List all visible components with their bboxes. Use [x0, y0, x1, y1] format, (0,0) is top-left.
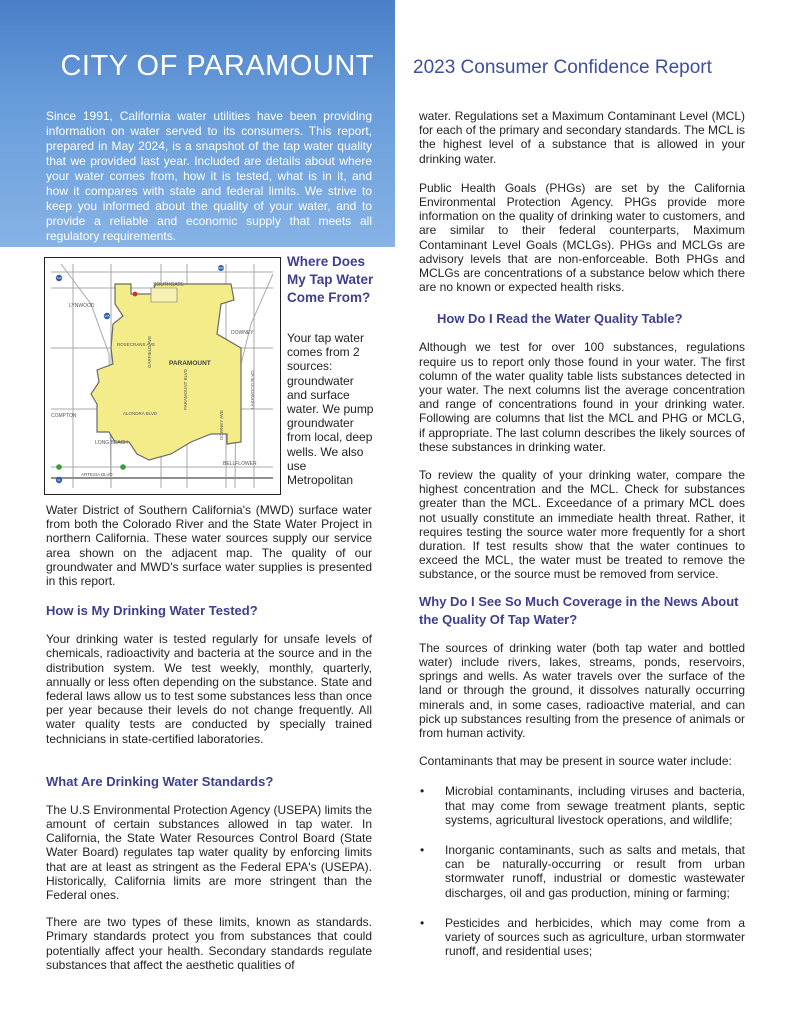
map-label-artesia: ARTESIA BLVD: [81, 472, 113, 477]
map-label-southgate: SOUTHGATE: [153, 282, 184, 288]
coverage-heading: Why Do I See So Much Coverage in the News About the Quality Of Tap Water?: [419, 593, 739, 627]
i710-label: 710: [56, 276, 62, 280]
map-label-garfield: GARFIELD AVE: [147, 335, 152, 368]
map-label-bellflower: BELLFLOWER: [223, 461, 257, 467]
highway-marker-icon: [120, 464, 126, 470]
map-label-paramount: PARAMOUNT: [169, 360, 211, 367]
standards-p4: Public Health Goals (PHGs) are set by the California Environmental Protection Agency. PHGs provide more information on the quality of drinking water to customers, and are similar to their federal counterparts, Maximum Contaminant Level Goals (MCLGs). PHGs and MCLGs are advisory levels that are non-enforceable. Both PHGs and MCLGs are concentrations of a substance below which there are no known or expected health risks.: [419, 180, 745, 295]
coverage-p1: The sources of drinking water (both tap water and bottled water) include rivers, lakes, streams, ponds, reservoirs, springs and wells. As water travels over the surface of the land or through the ground, it dissolves naturally occurring minerals and, in some cases, radioactive material, and can pick up substances resulting from the presence of animals or from human activity.: [419, 640, 745, 740]
tested-text: Your drinking water is tested regularly for unsafe levels of chemicals, radioactivity and bacteria at the source and in the distribution system. We test weekly, monthly, quarterly, annually or less often depending on the substance. State and federal laws allow us to test some substances less than once per year because their levels do not change frequently. All water quality tests are conducted by specially trained technicians in state-certified laboratories.: [46, 632, 372, 746]
read-table-heading: How Do I Read the Water Quality Table?: [437, 311, 683, 327]
where-continued: Water District of Southern California's (MWD) surface water from both the Colorado River and the State Water Project in northern California. These water sources supply our service area shown on the adjacent map. The quality of our groundwater and MWD's surface water supplies is presented in this report.: [46, 503, 372, 589]
service-area-map-graphic: [51, 264, 273, 488]
i91-label: 91: [57, 478, 61, 482]
map-label-long-beach: LONG BEACH: [95, 440, 128, 446]
standards-p3: water. Regulations set a Maximum Contaminant Level (MCL) for each of the primary and secondary standards. The MCL is the highest level of a substance that is allowed in your drinking water.: [419, 109, 745, 166]
list-item: • Pesticides and herbicides, which may come from a variety of sources such as agriculture, urban stormwater runoff, and residential uses;: [419, 916, 745, 959]
tested-heading: How is My Drinking Water Tested?: [46, 603, 258, 619]
standards-heading: What Are Drinking Water Standards?: [46, 773, 274, 789]
map-label-downey-ave: DOWNEY AVE: [219, 410, 224, 440]
location-marker-icon: [133, 292, 138, 297]
standards-p2: There are two types of these limits, known as standards. Primary standards protect you from substances that could potentially affect your health. Secondary standards regulate substances that affect the aesthetic qualities of: [46, 915, 372, 972]
map-label-lynwood: LYNWOOD: [69, 303, 95, 309]
right-column: [419, 109, 745, 958]
intro-paragraph: Since 1991, California water utilities have been providing information on water served to its consumers. This report, prepared in May 2024, is a snapshot of the tap water quality that we provided last year. Included are details about where your water comes from, how it is tested, what is in it, and how it compares with state and federal limits. We strive to keep you informed about the quality of your water, and to provide a reliable and economic supply that meets all regulatory requirements.: [46, 109, 372, 243]
map-label-alondra: ALONDRA BLVD: [123, 411, 158, 416]
service-area-map: [44, 257, 281, 495]
city-title: CITY OF PARAMOUNT: [60, 50, 374, 82]
contaminant-list: [419, 784, 745, 958]
map-label-compton: COMPTON: [51, 413, 77, 419]
read-table-p2: To review the quality of your drinking water, compare the highest concentration and the MCL. Check for substances greater than the MCL. Exceedance of a primary MCL does not usually constitute an immediate health threat. Rather, it requires testing the source water more frequently for a short duration. If test results show that the water continues to exceed the MCL, the water must be treated to remove the substance, or the source must be removed from service.: [419, 468, 745, 582]
i105-label: 105: [104, 314, 110, 318]
where-side-text: Your tap water comes from 2 sources: groundwater and surface water. We pump groundwater from local, deep wells. We also use Metropolitan: [287, 331, 374, 488]
map-label-downey: DOWNEY: [231, 330, 254, 336]
where-heading: Where Does My Tap Water Come From?: [287, 254, 374, 305]
read-table-p1: Although we test for over 100 substances, regulations require us to report only those found in your water. The first column of the water quality table lists substances detected in your water. The next columns list the average concentration and range of concentrations found in your drinking water. Following are columns that list the MCL and PHG or MCLG, if appropriate. The last column describes the likely sources of these substances in drinking water.: [419, 340, 745, 454]
coverage-p2: Contaminants that may be present in source water include:: [419, 754, 732, 769]
report-title: 2023 Consumer Confidence Report: [413, 57, 712, 78]
map-label-lakewood: LAKEWOOD BLVD: [250, 370, 255, 409]
standards-p1: The U.S Environmental Protection Agency (USEPA) limits the amount of certain substances allowed in tap water. In California, the State Water Resources Control Board (State Water Board) regulates tap water quality by enforcing limits that are at least as stringent as the Federal EPA's (USEPA). Historically, California limits are more stringent than the Federal ones.: [46, 802, 372, 903]
map-label-paramount-blvd: PARAMOUNT BLVD: [183, 368, 188, 410]
map-label-rosecrans: ROSECRANS AVE: [117, 342, 156, 347]
i605-label: 605: [218, 266, 224, 270]
list-item: • Microbial contaminants, including viruses and bacteria, that may come from sewage treatment plants, septic systems, agricultural livestock operations, and wildlife;: [419, 784, 745, 827]
list-item: • Inorganic contaminants, such as salts and metals, that can be naturally-occurring or result from urban stormwater runoff, industrial or domestic wastewater discharges, oil and gas production, mining or farming;: [419, 843, 745, 900]
left-column: [46, 503, 372, 972]
highway-91-marker-icon: [56, 464, 62, 470]
